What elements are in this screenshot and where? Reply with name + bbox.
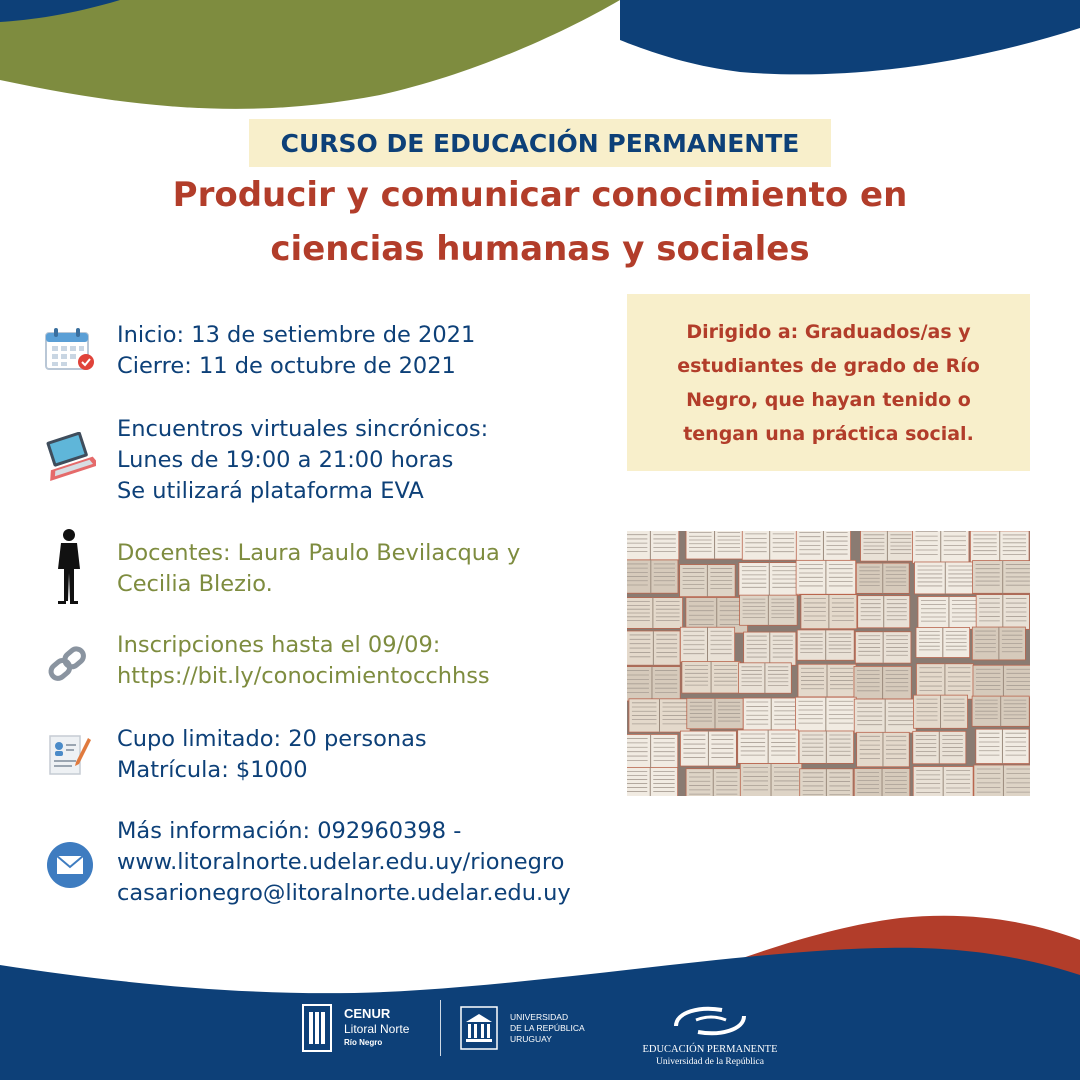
open-book (686, 531, 743, 559)
open-book (627, 531, 679, 560)
open-book (976, 729, 1029, 763)
open-book (627, 667, 680, 701)
open-book (856, 563, 909, 593)
target-audience-box (627, 294, 1030, 471)
contact-info (117, 816, 571, 909)
edu-line1: EDUCACIÓN PERMANENTE (642, 1044, 778, 1055)
open-book (627, 631, 680, 665)
course-type-badge: CURSO DE EDUCACIÓN PERMANENTE (249, 119, 831, 167)
teachers-line1: Docentes: Laura Paulo Bevilacqua y (117, 540, 521, 566)
open-book (739, 563, 800, 596)
open-book (854, 666, 911, 699)
open-book (687, 698, 743, 728)
calendar-icon (44, 327, 96, 373)
registration-deadline: Inscripciones hasta el 09/09: (117, 632, 441, 658)
educacion-permanente-logo (630, 1004, 790, 1072)
open-book (854, 769, 910, 796)
open-book (740, 595, 798, 625)
tuition-fee: Matrícula: $1000 (117, 757, 308, 783)
laptop-icon (42, 432, 96, 484)
edu-line2: Universidad de la República (656, 1057, 764, 1067)
open-book (913, 531, 969, 563)
registration-info (117, 630, 490, 692)
open-book (680, 565, 736, 597)
meetings-line1: Encuentros virtuales sincrónicos: (117, 416, 489, 442)
open-book (627, 598, 683, 629)
teachers-line2: Cecilia Blezio. (117, 571, 273, 597)
cenur-logo (302, 1004, 432, 1054)
quota-info (117, 724, 427, 786)
open-book (913, 767, 973, 796)
udelar-building-icon (460, 1006, 498, 1050)
mail-icon (46, 841, 94, 889)
open-book (915, 562, 977, 594)
open-book (629, 699, 690, 732)
open-book (916, 664, 973, 699)
dates-info (117, 320, 475, 382)
open-book (855, 632, 911, 663)
open-book (913, 731, 966, 763)
open-book (627, 560, 678, 593)
udelar-line1: UNIVERSIDAD (510, 1012, 569, 1022)
open-book (918, 597, 980, 630)
open-book (800, 769, 853, 796)
open-book (738, 663, 791, 693)
open-book (801, 595, 857, 629)
open-book (857, 732, 910, 766)
cenur-mark-icon (302, 1004, 332, 1052)
quota-limit: Cupo limitado: 20 personas (117, 726, 427, 752)
course-title-line2: ciencias humanas y sociales (270, 229, 810, 269)
udelar-logo (460, 1006, 600, 1052)
target-line4: tengan una práctica social. (683, 422, 974, 445)
meetings-line3: Se utilizará plataforma EVA (117, 478, 424, 504)
registration-link[interactable]: https://bit.ly/conocimientocchhss (117, 663, 490, 689)
open-book (686, 769, 740, 796)
course-title-line1: Producir y comunicar conocimiento en (172, 175, 908, 215)
open-book (797, 630, 854, 660)
open-book (798, 664, 856, 697)
contact-email[interactable]: casarionegro@litoralnorte.udelar.edu.uy (117, 880, 571, 906)
udelar-line2: DE LA REPÚBLICA (510, 1023, 585, 1033)
open-book (916, 628, 970, 658)
open-book (854, 699, 916, 733)
open-book (682, 661, 740, 693)
contact-website[interactable]: www.litoralnorte.udelar.edu.uy/rionegro (117, 849, 565, 875)
open-book (743, 698, 799, 733)
udelar-line3: URUGUAY (510, 1034, 552, 1044)
open-book (740, 764, 801, 796)
open-book (974, 765, 1030, 796)
cenur-name: CENUR (344, 1006, 391, 1021)
open-book (799, 731, 854, 763)
target-line2: estudiantes de grado de Río (677, 354, 980, 377)
open-book (627, 734, 678, 768)
open-book (796, 531, 850, 562)
form-icon (46, 732, 92, 776)
open-book (970, 531, 1029, 563)
open-book (744, 632, 796, 665)
open-book (858, 596, 910, 628)
open-book (627, 767, 678, 796)
target-line1: Dirigido a: Graduados/as y (686, 320, 971, 343)
open-book (795, 697, 856, 731)
course-title (40, 168, 1040, 276)
footer-divider (440, 1000, 441, 1056)
open-book (861, 531, 915, 561)
open-book (973, 561, 1030, 594)
target-line3: Negro, que hayan tenido o (686, 388, 971, 411)
person-icon (52, 527, 86, 605)
meetings-line2: Lunes de 19:00 a 21:00 horas (117, 447, 454, 473)
start-date: Inicio: 13 de setiembre de 2021 (117, 322, 476, 348)
open-book (972, 696, 1029, 726)
open-book (680, 627, 734, 662)
cenur-place: Río Negro (344, 1038, 383, 1047)
open-book (914, 695, 968, 728)
open-book (738, 730, 799, 763)
contact-phone: Más información: 092960398 - (117, 818, 462, 844)
teachers-info (117, 538, 520, 600)
open-books-photo (627, 531, 1030, 796)
open-book (796, 560, 856, 594)
educacion-permanente-mark-icon (670, 1004, 750, 1038)
meetings-info (117, 414, 488, 507)
link-icon (46, 643, 90, 683)
end-date: Cierre: 11 de octubre de 2021 (117, 353, 456, 379)
open-book (973, 665, 1030, 697)
open-book (680, 731, 736, 766)
open-book (976, 595, 1029, 630)
open-book (972, 627, 1025, 660)
open-book (742, 531, 797, 560)
cenur-sub: Litoral Norte (344, 1022, 410, 1036)
